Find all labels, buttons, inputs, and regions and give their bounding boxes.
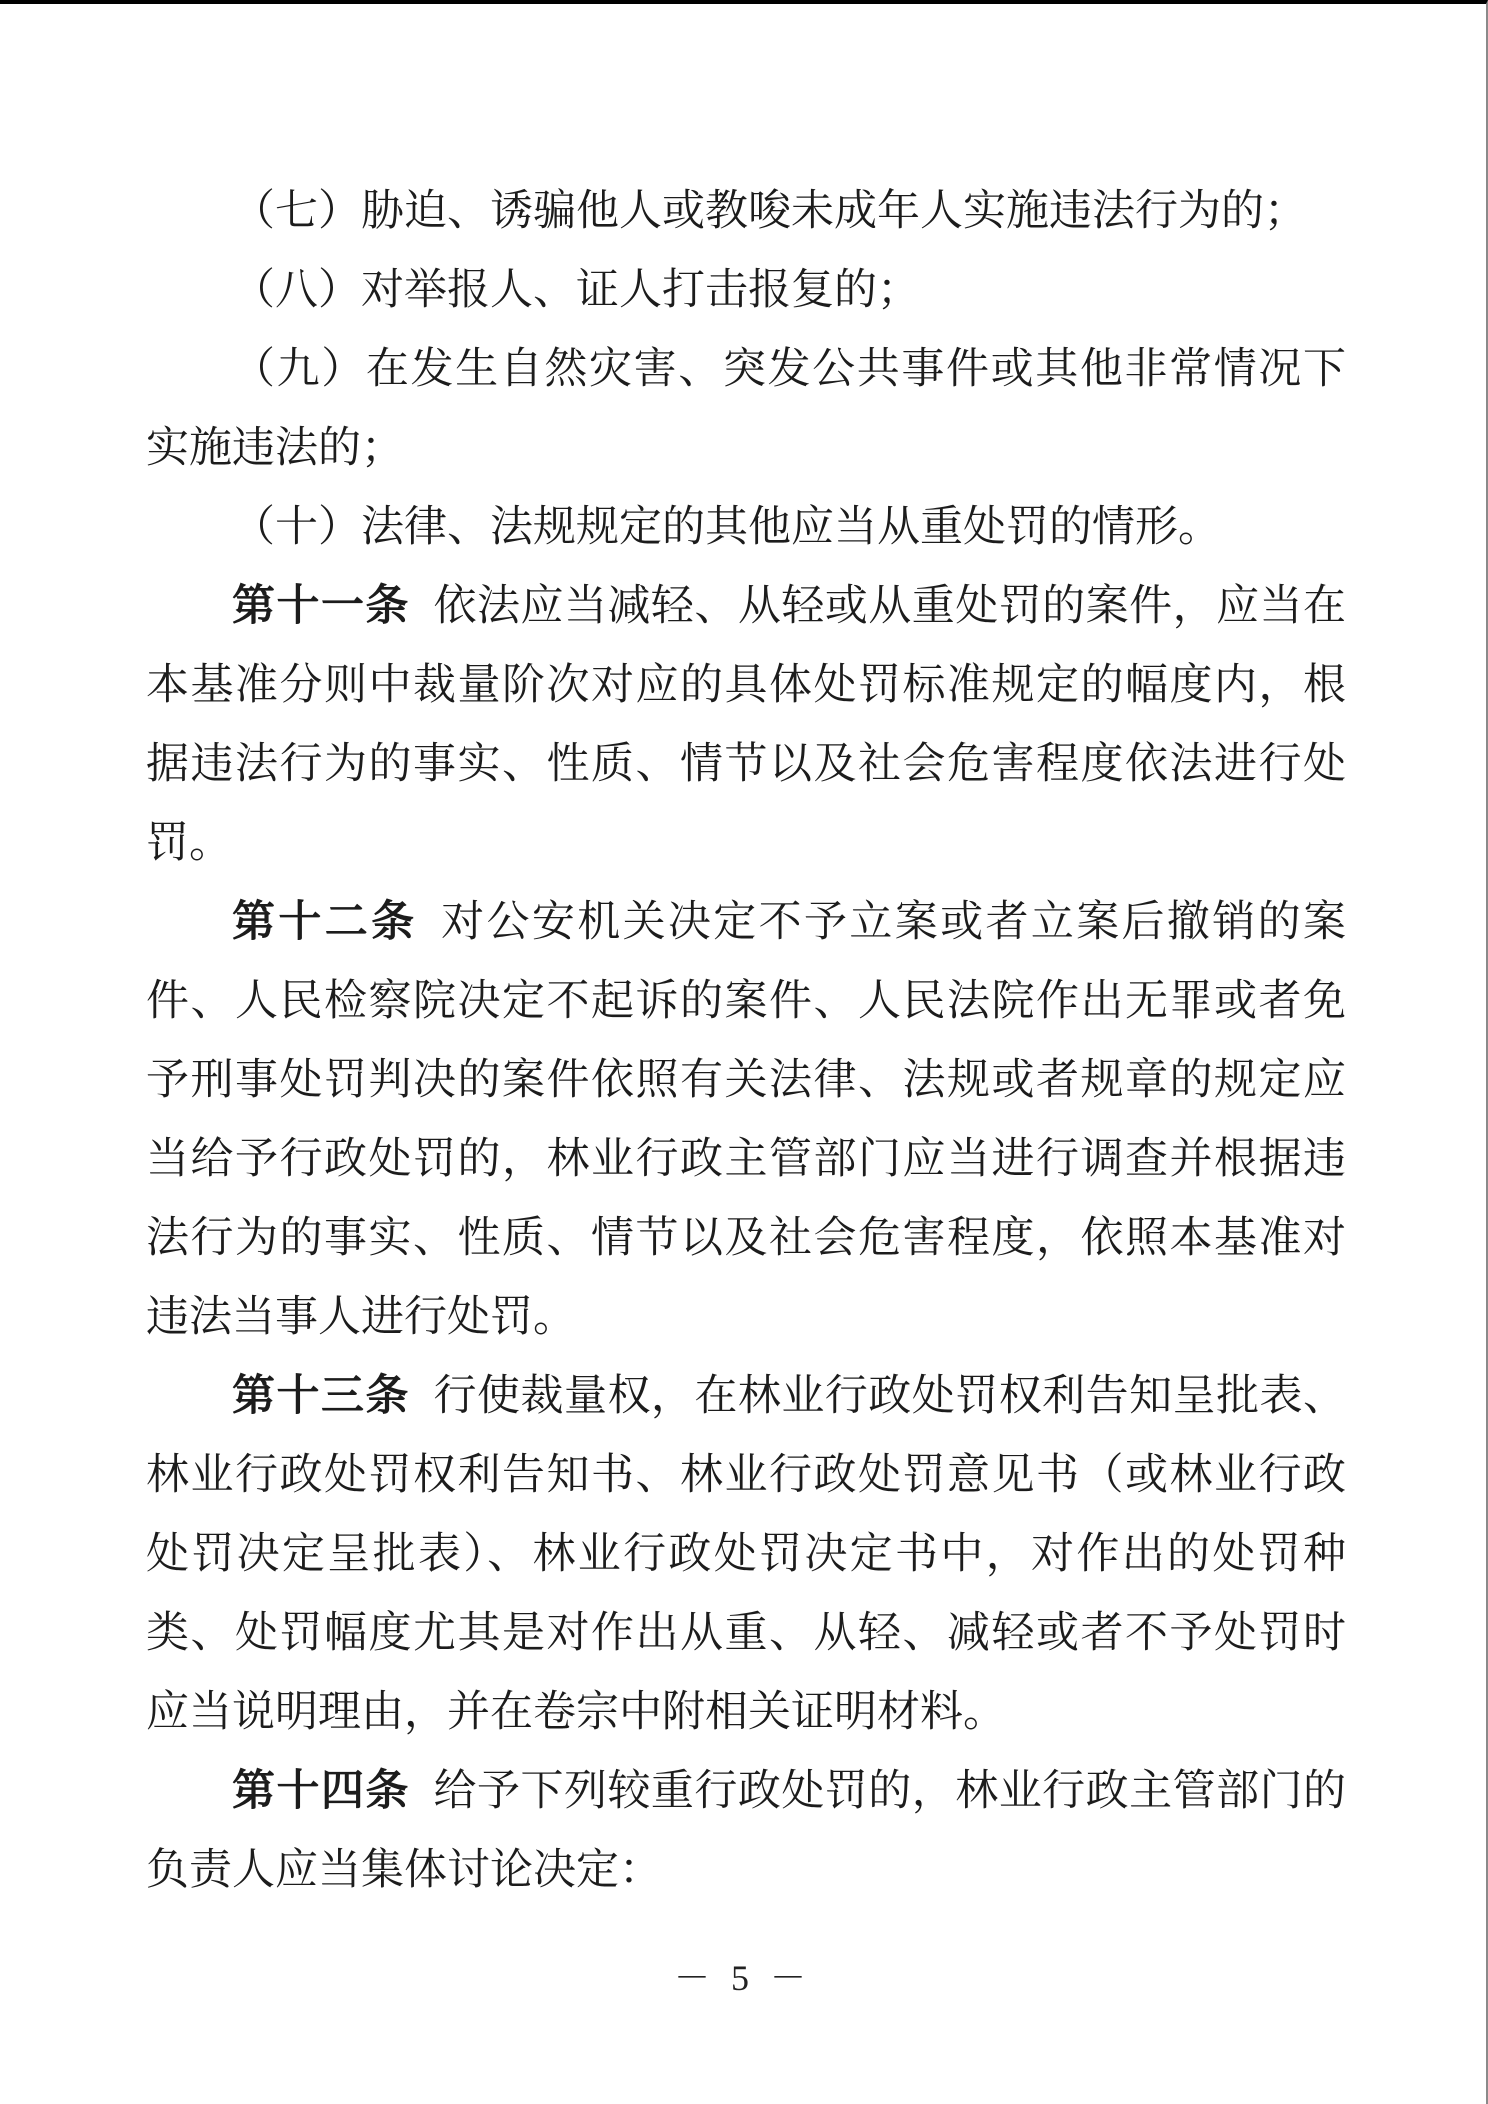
article-14-number: 第十四条 [232, 1767, 410, 1815]
clause-item-8 [146, 251, 1346, 330]
article-12 [146, 883, 1346, 1357]
article-13 [146, 1357, 1346, 1752]
article-12-text: 对公安机关决定不予立案或者立案后撤销的案件、人民检察院决定不起诉的案件、人民法院作出无罪或者免予刑事处罚判决的案件依照有关法律、法规或者规章的规定应当给予行政处罚的，林业行政主管部门应当进行调查并根据违法行为的事实、性质、情节以及社会危害程度，依照本基准对违法当事人进行处罚。 [146, 899, 1347, 1341]
article-13-number: 第十三条 [232, 1372, 410, 1420]
clause-text: （八）对举报人、证人打击报复的； [232, 267, 920, 314]
clause-item-9 [146, 330, 1346, 488]
article-12-number: 第十二条 [232, 898, 418, 946]
article-14 [146, 1752, 1346, 1910]
clause-text: （七）胁迫、诱骗他人或教唆未成年人实施违法行为的； [232, 188, 1307, 235]
clause-item-10 [146, 488, 1346, 567]
clause-text: （九）在发生自然灾害、突发公共事件或其他非常情况下实施违法的； [146, 346, 1346, 472]
article-13-text: 行使裁量权，在林业行政处罚权利告知呈批表、林业行政处罚权利告知书、林业行政处罚意见书（或林业行政处罚决定呈批表）、林业行政处罚决定书中，对作出的处罚种类、处罚幅度尤其是对作出从重、从轻、减轻或者不予处罚时应当说明理由，并在卷宗中附相关证明材料。 [146, 1373, 1347, 1736]
article-11-text: 依法应当减轻、从轻或从重处罚的案件，应当在本基准分则中裁量阶次对应的具体处罚标准规定的幅度内，根据违法行为的事实、性质、情节以及社会危害程度依法进行处罚。 [146, 583, 1347, 867]
page-number: － 5 － [673, 1958, 812, 1998]
clause-text: （十）法律、法规规定的其他应当从重处罚的情形。 [232, 504, 1221, 551]
clause-item-7 [146, 172, 1346, 251]
article-11 [146, 567, 1346, 883]
page-footer [0, 1950, 1486, 2001]
document-body [146, 172, 1346, 1910]
article-11-number: 第十一条 [232, 582, 410, 630]
article-14-text: 给予下列较重行政处罚的，林业行政主管部门的负责人应当集体讨论决定： [146, 1768, 1347, 1894]
